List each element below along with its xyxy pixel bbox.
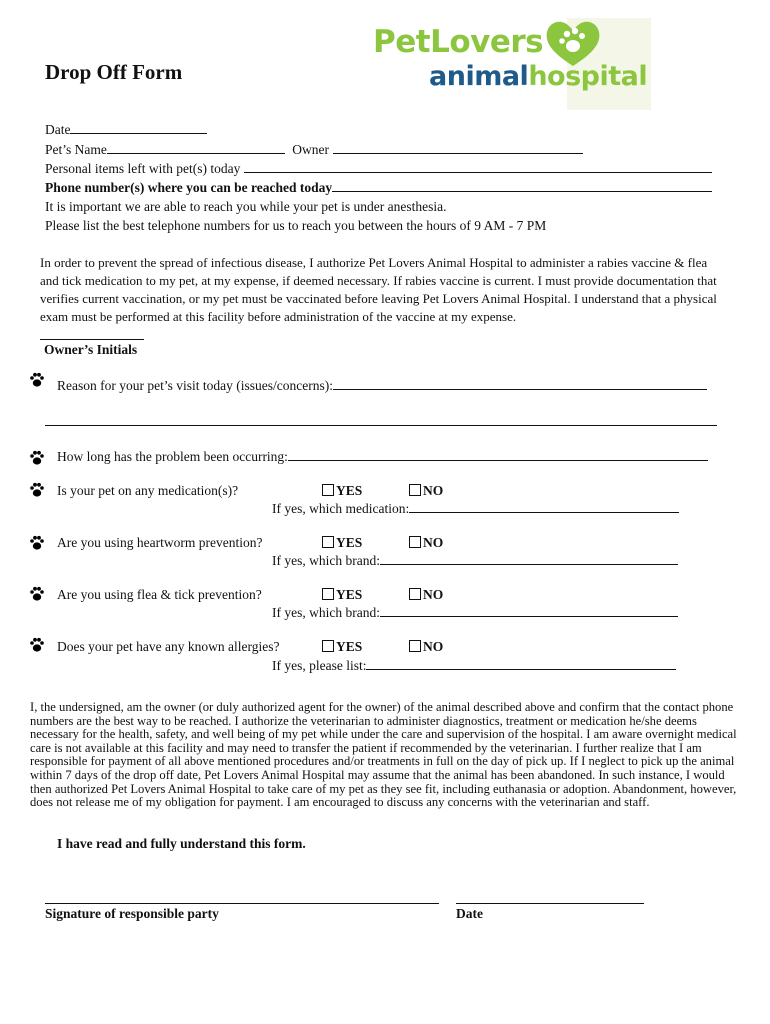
signature-date-label: Date	[456, 906, 483, 921]
owner-input-line[interactable]	[333, 141, 583, 154]
yes-checkbox[interactable]	[322, 536, 334, 548]
duration-row	[57, 448, 708, 465]
heartworm-no-option[interactable]	[409, 535, 443, 551]
no-label: NO	[423, 535, 444, 550]
yes-label: YES	[336, 639, 363, 654]
logo-animalhospital-text	[429, 61, 647, 92]
paw-icon	[29, 535, 45, 551]
reason-input-line[interactable]	[333, 377, 707, 390]
paw-icon	[29, 482, 45, 498]
medication-followup-input-line[interactable]	[409, 500, 679, 513]
owners-initials-label: Owner’s Initials	[44, 342, 138, 357]
no-checkbox[interactable]	[409, 484, 421, 496]
allergies-followup-row	[272, 657, 676, 674]
no-label: NO	[423, 483, 444, 498]
phone-note-2: Please list the best telephone numbers for us to reach you between the hours of 9 AM - 7 PM	[45, 218, 547, 233]
heartworm-yes-option[interactable]	[322, 535, 362, 551]
signature-date-input-line[interactable]	[456, 893, 644, 904]
flea-yes-option[interactable]	[322, 587, 362, 603]
yes-label: YES	[336, 483, 363, 498]
no-label: NO	[423, 587, 444, 602]
heartworm-followup-input-line[interactable]	[380, 552, 678, 565]
heartworm-followup-label: If yes, which brand:	[272, 553, 380, 568]
phone-label: Phone number(s) where you can be reached today	[45, 180, 333, 195]
logo-petlovers-text: PetLovers	[373, 24, 544, 60]
pet-lovers-logo	[365, 14, 655, 108]
signature-input-line[interactable]	[45, 893, 439, 904]
phone-input-line[interactable]	[332, 179, 712, 192]
yes-checkbox[interactable]	[322, 588, 334, 600]
paw-icon	[29, 586, 45, 602]
pet-name-input-line[interactable]	[107, 141, 285, 154]
form-title: Drop Off Form	[45, 60, 183, 84]
date-input-line[interactable]	[70, 121, 207, 134]
pet-owner-row	[45, 141, 583, 158]
duration-label: How long has the problem been occurring:	[57, 449, 288, 464]
heartworm-question: Are you using heartworm prevention?	[57, 535, 263, 550]
allergies-question: Does your pet have any known allergies?	[57, 639, 280, 654]
date-label: Date	[45, 122, 71, 137]
medication-question: Is your pet on any medication(s)?	[57, 483, 239, 498]
flea-followup-label: If yes, which brand:	[272, 605, 380, 620]
medication-yes-option[interactable]	[322, 483, 362, 499]
no-label: NO	[423, 639, 444, 654]
medication-followup-label: If yes, which medication:	[272, 501, 410, 516]
yes-label: YES	[336, 535, 363, 550]
flea-question: Are you using flea & tick prevention?	[57, 587, 262, 602]
no-checkbox[interactable]	[409, 536, 421, 548]
paw-icon	[29, 637, 45, 653]
heartworm-followup-row	[272, 552, 678, 569]
signature-label: Signature of responsible party	[45, 906, 219, 921]
owner-label: Owner	[292, 142, 329, 157]
allergies-followup-input-line[interactable]	[366, 657, 676, 670]
reason-label: Reason for your pet’s visit today (issues/concerns):	[57, 378, 333, 393]
reason-row	[57, 377, 707, 394]
consent-paragraph: I, the undersigned, am the owner (or duly authorized agent for the owner) of the animal described above and confirm that the contact phone numbers are the best way to be reached. I authorize the veterinarian to administer diagnostics, treatment or medication he/she deems necessary for the health, safety, and well being of my pet while under the care and supervision of the hospital. I am aware overnight medical care is not available at this facility and may need to transfer the patient if recommended by the veterinarian. I further realize that I am responsible for payment of all above mentioned procedures and/or treatments in full on the day of pick up. If I neglect to pick up the animal within 7 days of the drop off date, Pet Lovers Animal Hospital may assume that the animal has been abandoned. In such instance, I would then authorized Pet Lovers Animal Hospital to take care of my pet as they see fit, including euthanasia or adoption. Abandonment, however, does not release me of my obligation for payment. I am encouraged to discuss any concerns with the veterinarian and staff.	[30, 700, 737, 810]
yes-checkbox[interactable]	[322, 640, 334, 652]
initials-input-line[interactable]	[40, 329, 144, 340]
personal-items-input-line[interactable]	[244, 160, 712, 173]
phone-row	[45, 179, 712, 196]
logo-hospital-word: hospital	[528, 61, 648, 92]
reason-input-line-2[interactable]	[45, 415, 717, 426]
personal-items-label: Personal items left with pet(s) today	[45, 161, 241, 176]
phone-note-1: It is important we are able to reach you while your pet is under anesthesia.	[45, 199, 447, 214]
pet-name-label: Pet’s Name	[45, 142, 107, 157]
medication-no-option[interactable]	[409, 483, 443, 499]
no-checkbox[interactable]	[409, 640, 421, 652]
no-checkbox[interactable]	[409, 588, 421, 600]
rabies-paragraph: In order to prevent the spread of infectious disease, I authorize Pet Lovers Animal Hospital to administer a rabies vaccine & flea and tick medication to my pet, at my expense, if deemed necessary. If rabies vaccine is current. I must provide documentation that verifies current vaccination, or my pet must be vaccinated before leaving Pet Lovers Animal Hospital. I understand that a physical exam must be performed at this facility before administration of the vaccine at my expense.	[40, 255, 717, 324]
logo-animal-word: animal	[429, 61, 529, 92]
yes-label: YES	[336, 587, 363, 602]
date-field-row	[45, 121, 207, 138]
allergies-yes-option[interactable]	[322, 639, 362, 655]
paw-icon	[29, 450, 45, 466]
yes-checkbox[interactable]	[322, 484, 334, 496]
flea-no-option[interactable]	[409, 587, 443, 603]
paw-icon	[29, 372, 45, 388]
acknowledge-statement: I have read and fully understand this form.	[57, 836, 306, 851]
items-row	[45, 160, 712, 177]
flea-followup-input-line[interactable]	[380, 604, 678, 617]
allergies-followup-label: If yes, please list:	[272, 658, 367, 673]
flea-followup-row	[272, 604, 678, 621]
duration-input-line[interactable]	[288, 448, 708, 461]
medication-followup-row	[272, 500, 679, 517]
allergies-no-option[interactable]	[409, 639, 443, 655]
